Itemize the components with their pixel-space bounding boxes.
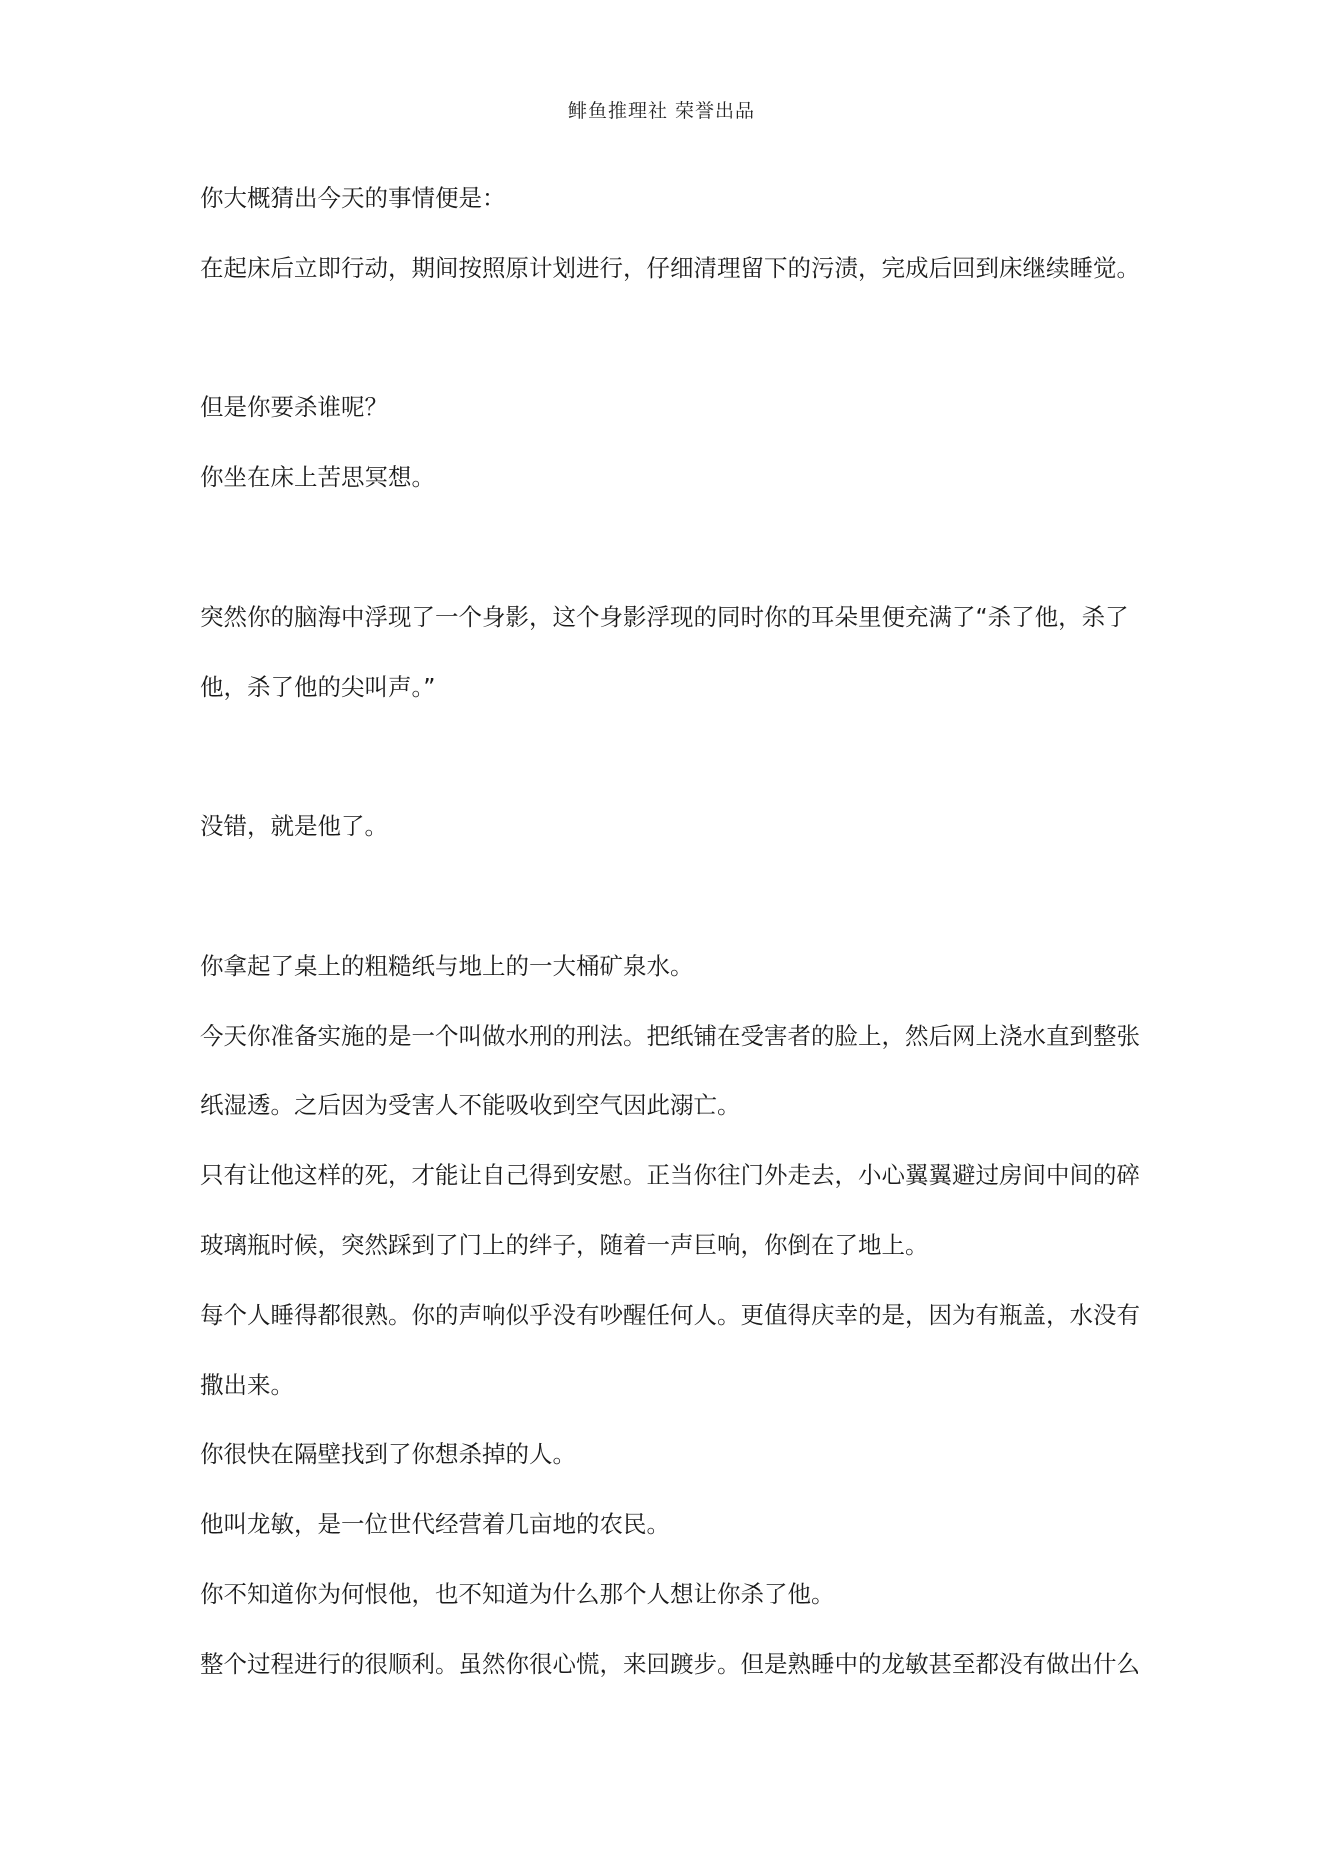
paragraph-line: 只有让他这样的死，才能让自己得到安慰。正当你往门外走去，小心翼翼避过房间中间的碎 (200, 1161, 1140, 1190)
blank-line (200, 736, 1140, 806)
blank-line (200, 876, 1140, 946)
paragraph-line: 突然你的脑海中浮现了一个身影，这个身影浮现的同时你的耳朵里便充满了“杀了他，杀了 (200, 602, 1129, 631)
blank-line (200, 527, 1140, 597)
paragraph-line: 玻璃瓶时候，突然踩到了门上的绊子，随着一声巨响，你倒在了地上。 (200, 1230, 929, 1259)
paragraph-line: 每个人睡得都很熟。你的声响似乎没有吵醒任何人。更值得庆幸的是，因为有瓶盖，水没有 (200, 1300, 1140, 1329)
paragraph-line: 他叫龙敏，是一位世代经营着几亩地的农民。 (200, 1510, 670, 1539)
paragraph-line: 今天你准备实施的是一个叫做水刑的刑法。把纸铺在受害者的脸上，然后网上浇水直到整张 (200, 1021, 1140, 1050)
paragraph-line: 你坐在床上苦思冥想。 (200, 463, 435, 492)
paragraph-line: 但是你要杀谁呢？ (200, 393, 388, 422)
paragraph-line: 你很快在隔壁找到了你想杀掉的人。 (200, 1440, 576, 1469)
paragraph-line: 没错，就是他了。 (200, 812, 388, 841)
paragraph-line: 你拿起了桌上的粗糙纸与地上的一大桶矿泉水。 (200, 951, 694, 980)
document-body (200, 178, 1140, 1714)
paragraph-line: 你大概猜出今天的事情便是： (200, 184, 506, 212)
paragraph-line: 在起床后立即行动，期间按照原计划进行，仔细清理留下的污渍，完成后回到床继续睡觉。 (200, 253, 1140, 282)
paragraph-line: 你不知道你为何恨他，也不知道为什么那个人想让你杀了他。 (200, 1579, 835, 1608)
blank-line (200, 318, 1140, 388)
paragraph-line: 整个过程进行的很顺利。虽然你很心慌，来回踱步。但是熟睡中的龙敏甚至都没有做出什么 (200, 1649, 1140, 1678)
paragraph-line: 撒出来。 (200, 1370, 294, 1399)
paragraph-line: 他，杀了他的尖叫声。” (200, 672, 436, 701)
paragraph-line: 纸湿透。之后因为受害人不能吸收到空气因此溺亡。 (200, 1091, 741, 1120)
page-header: 鲱鱼推理社 荣誉出品 (567, 100, 756, 122)
